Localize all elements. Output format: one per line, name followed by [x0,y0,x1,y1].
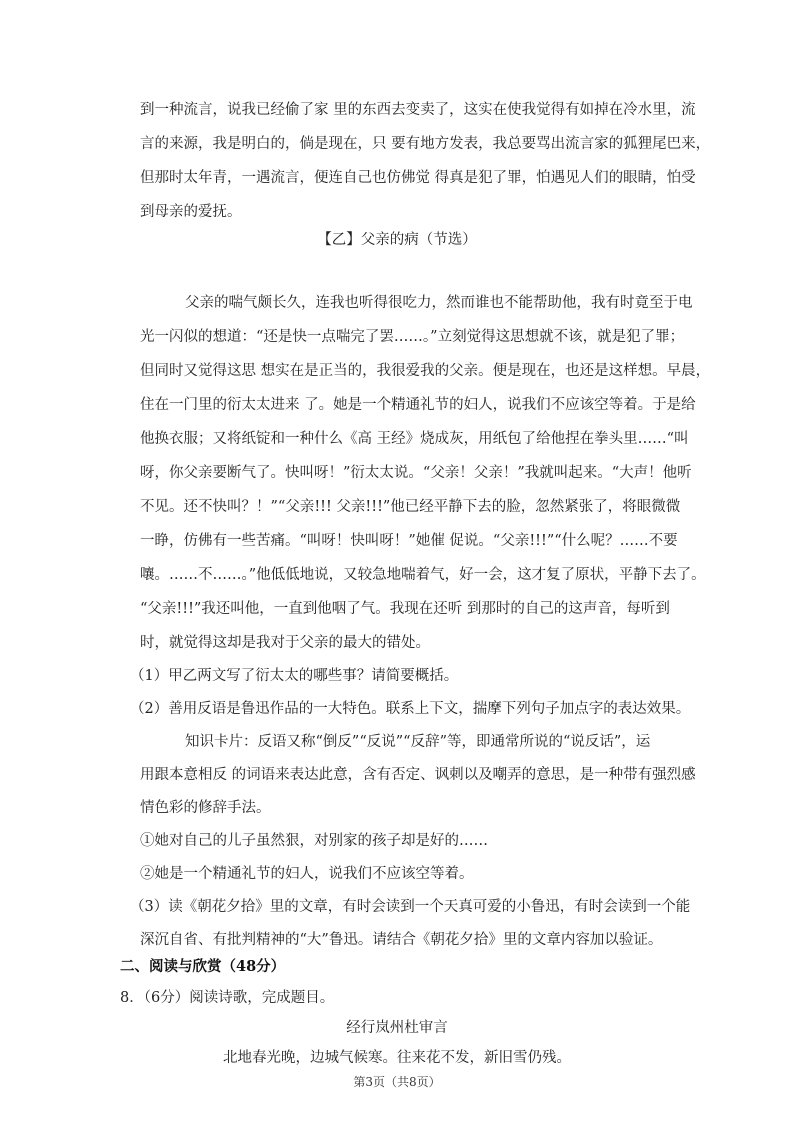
page-footer: 第3页（共8页） [353,1075,441,1089]
passage-line: 住在一门里的衍太太进来 了。她是一个精通礼节的妇人，说我们不应该空等着。于是给 [140,397,696,413]
sentence-option-2: ②她是一个精通礼节的妇人，说我们不应该空等着。 [140,866,474,882]
passage-line: 不见。还不快叫？！”“父亲!!! 父亲!!!”他已经平静下去的脸，忽然紧张了，将眼微微 [140,499,681,515]
passage-line: 呀，你父亲要断气了。快叫呀！”衍太太说。“父亲！父亲！”我就叫起来。“大声！他听 [140,465,692,481]
passage-line: 父亲的喘气颇长久，连我也听得很吃力，然而谁也不能帮助他，我有时竟至于电 [185,295,693,311]
poem-line: 北地春光晚，边城气候寒。往来花不发，新旧雪仍残。 [223,1050,571,1066]
poem-title: 经行岚州杜审言 [346,1020,448,1036]
question-1: （1）甲乙两文写了衍太太的哪些事？请简要概括。 [130,668,459,684]
passage-line: 时，就觉得这却是我对于父亲的最大的错处。 [140,635,430,651]
passage-line: 言的来源，我是明白的，倘是现在，只 要有地方发表，我总要骂出流言家的狐狸尾巴来， [140,136,711,152]
knowledge-card-line: 情色彩的修辞手法。 [140,800,271,816]
passage-line: 嚷。……不……。”他低低地说，又较急地喘着气，好一会，这才复了原状，平静下去了。 [140,567,706,583]
knowledge-card-line: 知识卡片：反语又称“倒反”“反说”“反辞”等，即通常所说的“说反话”，运 [185,734,651,750]
passage-b-title: 【乙】父亲的病（节选） [317,232,477,248]
passage-line: 一睁，仿佛有一些苦痛。“叫呀！快叫呀！”她催 促说。“父亲!!!”“什么呢？……不要 [140,533,678,549]
passage-line: 光一闪似的想道：“还是快一点喘完了罢……。”立刻觉得这思想就不该，就是犯了罪； [140,329,685,345]
sentence-option-1: ①她对自己的儿子虽然狠，对别家的孩子却是好的…… [140,833,488,849]
passage-line: “父亲!!!”我还叫他，一直到他咽了气。我现在还听 到那时的自己的这声音，每听到 [140,601,670,617]
passage-line: 到母亲的爱抚。 [140,204,242,220]
question-2: （2）善用反语是鲁迅作品的一大特色。联系上下文，揣摩下列句子加点字的表达效果。 [130,701,691,717]
section-heading: 二、阅读与欣赏（48分） [120,958,286,975]
passage-line: 但同时又觉得这思 想实在是正当的，我很爱我的父亲。便是现在，也还是这样想。早晨， [140,363,711,379]
question-3-line: 深沉自省、有批判精神的“大”鲁迅。请结合《朝花夕拾》里的文章内容加以验证。 [140,932,663,948]
knowledge-card-line: 用跟本意相反 的词语来表达此意，含有否定、讽刺以及嘲弄的意思，是一种带有强烈感 [140,767,696,783]
question-3-line: （3）读《朝花夕拾》里的文章，有时会读到一个天真可爱的小鲁迅，有时会读到一个能 [130,899,691,915]
passage-line: 他换衣服；又将纸锭和一种什么《高 王经》烧成灰，用纸包了给他捏在拳头里……“叫 [140,431,689,447]
passage-line: 到一种流言，说我已经偷了家 里的东西去变卖了，这实在使我觉得有如掉在冷水里，流 [140,102,696,118]
question-8: 8．（6分）阅读诗歌，完成题目。 [120,990,335,1006]
passage-line: 但那时太年青，一遇流言，便连自己也仿佛觉 得真是犯了罪，怕遇见人们的眼睛，怕受 [140,170,696,186]
